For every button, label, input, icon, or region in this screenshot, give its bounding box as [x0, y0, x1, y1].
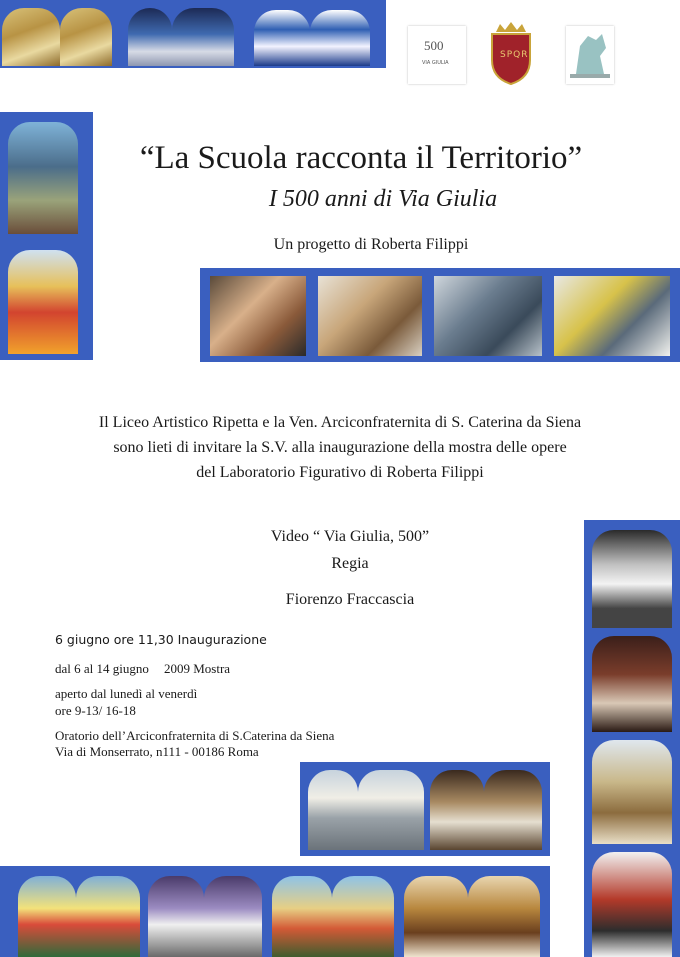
- venue-name: Oratorio dell’Arciconfraternita di S.Caterina da Siena: [55, 728, 335, 743]
- artwork-tile: [18, 876, 76, 957]
- artwork-tile: [76, 876, 140, 957]
- artwork-tile: [204, 876, 262, 957]
- director-name: Fiorenzo Fraccascia: [285, 591, 415, 608]
- artwork-tile: [332, 876, 394, 957]
- artwork-tile: [8, 250, 78, 354]
- artwork-tile: [592, 852, 672, 957]
- artwork-tile: [404, 876, 468, 957]
- project-credit: Un progetto di Roberta Filippi: [273, 236, 469, 253]
- invitation-line-2: sono lieti di invitare la S.V. alla inaugurazione della mostra delle opere: [113, 439, 567, 456]
- bottom-artwork-band: [0, 866, 550, 957]
- workshop-photo: [554, 276, 670, 356]
- workshop-photo-band: [200, 268, 680, 362]
- artwork-tile: [310, 10, 370, 66]
- venue-address: Via di Monserrato, n111 - 00186 Roma: [55, 744, 259, 759]
- artwork-tile: [592, 636, 672, 732]
- artwork-tile: [2, 8, 60, 66]
- opening-days: aperto dal lunedì al venerdì: [55, 686, 198, 701]
- video-title: Video “ Via Giulia, 500”: [270, 528, 430, 545]
- artwork-tile: [172, 8, 234, 66]
- right-artwork-band: [584, 520, 680, 957]
- artwork-tile: [308, 770, 358, 850]
- via-giulia-500-logo: [408, 26, 466, 84]
- invitation-line-3: del Laboratorio Figurativo di Roberta Filippi: [196, 464, 484, 481]
- artwork-tile: [484, 770, 542, 850]
- artwork-tile: [358, 770, 424, 850]
- spqr-text: SPQR: [500, 50, 529, 60]
- via-giulia-logo-caption: VIA GIULIA: [422, 60, 449, 66]
- artwork-tile: [128, 8, 172, 66]
- she-wolf-logo: [566, 26, 614, 84]
- artwork-tile: [592, 740, 672, 844]
- spqr-logo: [478, 20, 544, 86]
- artwork-tile: [468, 876, 540, 957]
- inauguration-date: 6 giugno ore 11,30 Inaugurazione: [55, 632, 267, 647]
- via-giulia-logo-number: 500: [424, 38, 444, 53]
- event-title: “La Scuola racconta il Territorio”: [139, 140, 583, 176]
- event-subtitle: I 500 anni di Via Giulia: [268, 186, 498, 212]
- workshop-photo: [318, 276, 422, 356]
- artwork-tile: [272, 876, 332, 957]
- workshop-photo: [434, 276, 542, 356]
- artwork-tile: [592, 530, 672, 628]
- top-artwork-band: [0, 0, 386, 68]
- artwork-tile: [254, 10, 310, 66]
- exhibition-year: 2009 Mostra: [164, 661, 231, 676]
- exhibition-dates: dal 6 al 14 giugno: [55, 661, 149, 676]
- artwork-tile: [430, 770, 484, 850]
- artwork-tile: [60, 8, 112, 66]
- statue-icon: [566, 26, 614, 84]
- center-artwork-band: [300, 762, 550, 856]
- regia-label: Regia: [331, 555, 369, 572]
- artwork-tile: [148, 876, 204, 957]
- artwork-tile: [8, 122, 78, 234]
- workshop-photo: [210, 276, 306, 356]
- opening-hours: ore 9-13/ 16-18: [55, 703, 136, 718]
- invitation-line-1: Il Liceo Artistico Ripetta e la Ven. Arciconfraternita di S. Caterina da Siena: [98, 414, 582, 431]
